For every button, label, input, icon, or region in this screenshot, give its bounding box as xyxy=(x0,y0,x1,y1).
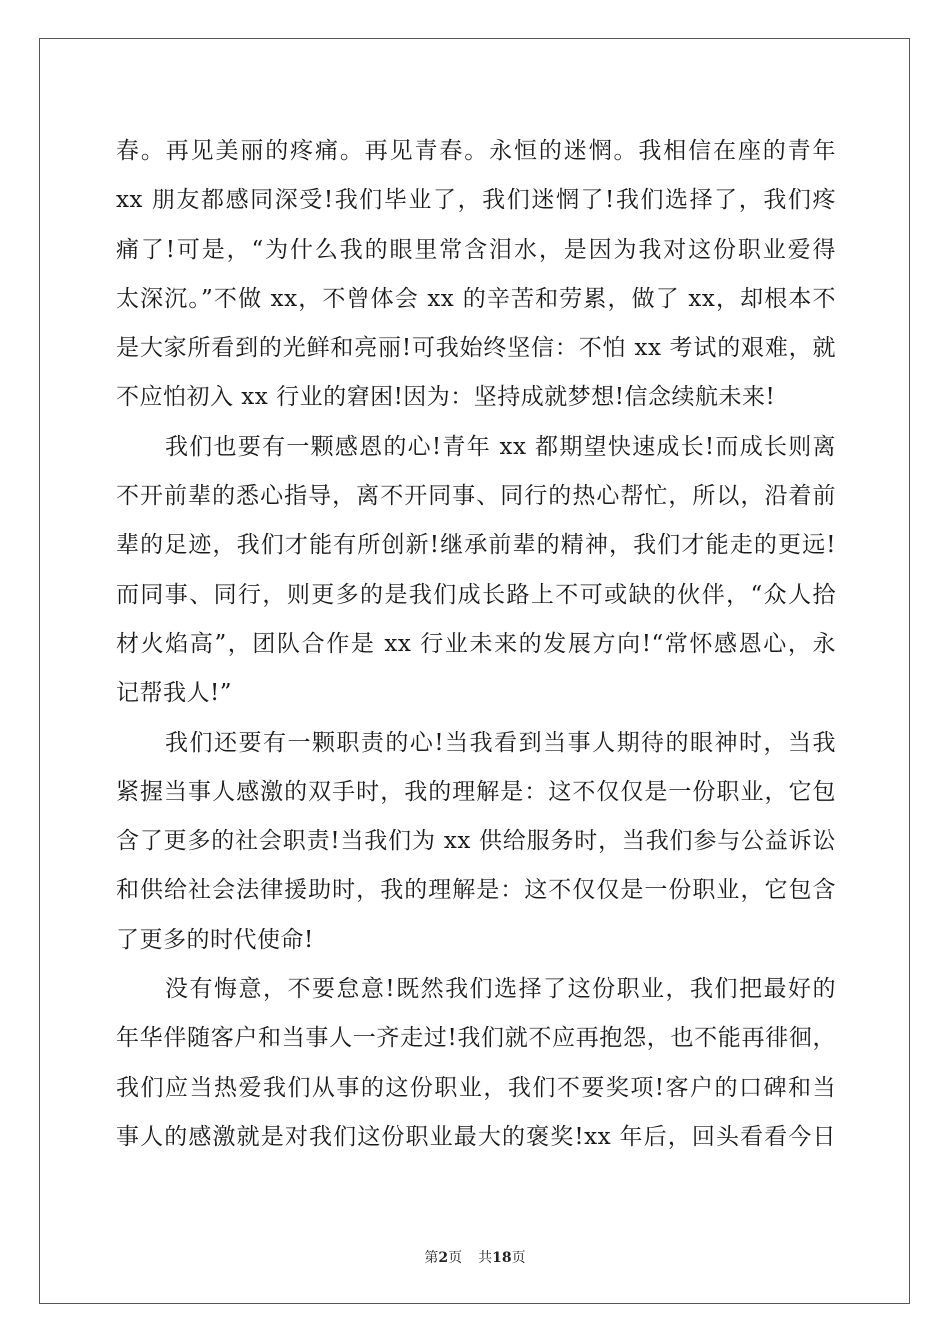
text-line: 含了更多的社会职责!当我们为 xx 供给服务时，当我们参与公益诉讼 xyxy=(116,828,836,855)
text-line: 而同事、同行，则更多的是我们成长路上不可或缺的伙伴，“众人拾 xyxy=(116,581,836,608)
page-prefix: 第 xyxy=(424,1250,439,1266)
text-line: 痛了!可是，“为什么我的眼里常含泪水，是因为我对这份职业爱得 xyxy=(116,236,836,263)
text-line: 太深沉。”不做 xx，不曾体会 xx 的辛苦和劳累，做了 xx，却根本不 xyxy=(116,285,836,312)
page-number: 2 xyxy=(438,1250,449,1266)
text-line: 了更多的时代使命! xyxy=(116,926,314,953)
total-prefix: 共 xyxy=(478,1250,493,1266)
text-line: 事人的感激就是对我们这份职业最大的褒奖!xx 年后，回头看看今日 xyxy=(116,1123,836,1150)
text-line: xx 朋友都感同深受!我们毕业了，我们迷惘了!我们选择了，我们疼 xyxy=(116,187,836,214)
text-line: 没有悔意，不要怠意!既然我们选择了这份职业，我们把最好的 xyxy=(165,976,836,1003)
text-line: 和供给社会法律援助时，我的理解是：这不仅仅是一份职业，它包含 xyxy=(116,877,836,904)
text-line: 我们也要有一颗感恩的心!青年 xx 都期望快速成长!而成长则离 xyxy=(165,433,836,460)
text-line: 材火焰高”，团队合作是 xx 行业未来的发展方向!“常怀感恩心，永 xyxy=(116,630,836,657)
text-line: 我们应当热爱我们从事的这份职业，我们不要奖项!客户的口碑和当 xyxy=(116,1074,836,1101)
document-body xyxy=(116,127,836,1162)
text-line: 我们还要有一颗职责的心!当我看到当事人期待的眼神时，当我 xyxy=(165,729,836,756)
text-line: 不开前辈的悉心指导，离不开同事、同行的热心帮忙，所以，沿着前 xyxy=(116,483,836,510)
text-line: 年华伴随客户和当事人一齐走过!我们就不应再抱怨，也不能再徘徊， xyxy=(116,1025,836,1052)
text-line: 辈的足迹，我们才能有所创新!继承前辈的精神，我们才能走的更远! xyxy=(116,532,836,559)
page-footer xyxy=(0,1247,950,1267)
total-suffix: 页 xyxy=(511,1250,526,1266)
text-line: 记帮我人!” xyxy=(116,680,233,707)
text-line: 春。再见美丽的疼痛。再见青春。永恒的迷惘。我相信在座的青年 xyxy=(116,138,836,164)
text-line: 是大家所看到的光鲜和亮丽!可我始终坚信：不怕 xx 考试的艰难，就 xyxy=(116,335,836,362)
page-suffix: 页 xyxy=(448,1250,463,1266)
total-pages: 18 xyxy=(492,1250,512,1266)
text-line: 紧握当事人感激的双手时，我的理解是：这不仅仅是一份职业，它包 xyxy=(116,778,836,805)
text-line: 不应怕初入 xx 行业的窘困!因为：坚持成就梦想!信念续航未来! xyxy=(116,384,776,411)
